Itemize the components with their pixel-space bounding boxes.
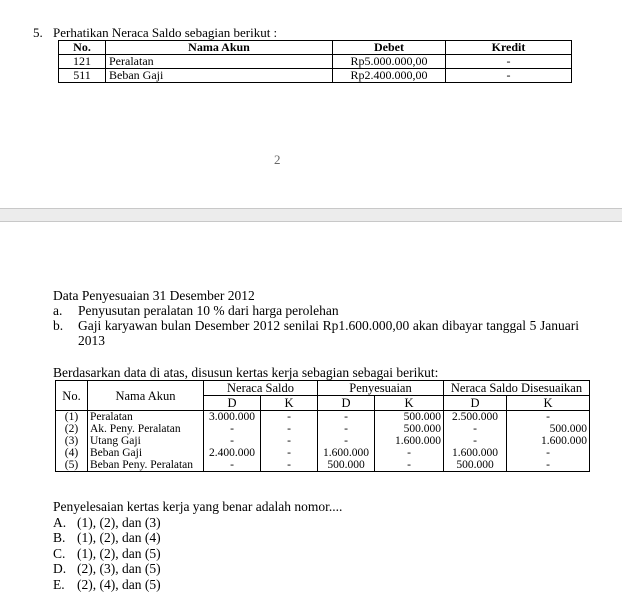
cell-value: - [261,435,318,447]
cell-value: - [318,411,375,424]
answer-option-c[interactable] [53,546,342,562]
cell-credit: - [446,55,572,69]
col-header-no: No. [56,381,88,411]
cell-value: - [261,411,318,424]
cell-account: Beban Gaji [88,447,204,459]
adjustment-label: a. [53,303,63,318]
subheader-debit: D [444,396,507,411]
cell-value: - [507,459,590,472]
adjustment-text: Gaji karyawan bulan Desember 2012 senilai Rp1.600.000,00 akan dibayar tanggal 5 Januari 2013 [78,318,579,348]
cell-account: Peralatan [88,411,204,424]
cell-value: 1.600.000 [507,435,590,447]
cell-account: Beban Peny. Peralatan [88,459,204,472]
cell-value: - [375,447,444,459]
page-number: 2 [274,152,281,167]
col-header-debit: Debet [333,41,446,55]
cell-value: 1.600.000 [444,447,507,459]
option-text: (1), (2), dan (5) [77,545,161,561]
worksheet-group-header-row [56,381,590,396]
col-header-account: Nama Akun [88,381,204,411]
cell-value: 1.600.000 [375,435,444,447]
cell-no: (4) [56,447,88,459]
cell-debit: Rp5.000.000,00 [333,55,446,69]
question-number: 5. [33,25,43,40]
cell-value: 500.000 [375,423,444,435]
adjustment-data [53,288,579,348]
cell-account: Beban Gaji [106,69,333,83]
subheader-credit: K [507,396,590,411]
option-letter: E. [53,576,65,592]
adjustment-item [53,303,579,318]
cell-no: (1) [56,411,88,424]
table-row [56,459,590,472]
answer-option-a[interactable] [53,515,342,531]
table-row [56,423,590,435]
option-letter: C. [53,545,66,561]
cell-credit: - [446,69,572,83]
cell-no: (3) [56,435,88,447]
col-header-credit: Kredit [446,41,572,55]
group-header-trial-balance: Neraca Saldo [204,381,318,396]
cell-no: (2) [56,423,88,435]
subheader-debit: D [318,396,375,411]
option-letter: A. [53,514,67,530]
cell-value: 3.000.000 [204,411,261,424]
cell-value: 500.000 [444,459,507,472]
cell-no: (5) [56,459,88,472]
page-separator [0,208,622,222]
worksheet-table [55,380,590,472]
subheader-credit: K [375,396,444,411]
adjustment-label: b. [53,318,64,333]
adjustment-title: Data Penyesuaian 31 Desember 2012 [53,288,255,303]
table-row [59,55,572,69]
col-header-no: No. [59,41,106,55]
table-row [56,411,590,424]
group-header-adjustments: Penyesuaian [318,381,444,396]
cell-debit: Rp2.400.000,00 [333,69,446,83]
cell-value: - [375,459,444,472]
cell-account: Utang Gaji [88,435,204,447]
cell-value: - [507,447,590,459]
table-header-row [59,41,572,55]
adjustment-item [53,318,579,348]
option-text: (2), (3), dan (5) [77,561,161,576]
cell-value: - [261,459,318,472]
answer-prompt: Penyelesaian kertas kerja yang benar adalah nomor.... [53,499,343,514]
adjustment-text: Penyusutan peralatan 10 % dari harga perolehan [78,303,339,318]
cell-value: - [204,423,261,435]
cell-value: - [444,435,507,447]
table-row [56,435,590,447]
answer-option-e[interactable] [53,577,342,593]
option-letter: D. [53,561,67,576]
option-letter: B. [53,530,66,545]
cell-account: Ak. Peny. Peralatan [88,423,204,435]
cell-value: 500.000 [318,459,375,472]
answer-option-d[interactable] [53,561,342,577]
worksheet-intro: Berdasarkan data di atas, disusun kertas kerja sebagian sebagai berikut: [53,365,439,380]
subheader-debit: D [204,396,261,411]
trial-balance-table [58,40,572,83]
cell-value: - [261,447,318,459]
cell-no: 121 [59,55,106,69]
cell-account: Peralatan [106,55,333,69]
cell-value: - [507,411,590,424]
answer-block [53,499,342,592]
cell-no: 511 [59,69,106,83]
cell-value: - [318,423,375,435]
cell-value: 2.500.000 [444,411,507,424]
table-row [56,447,590,459]
option-text: (1), (2), dan (3) [77,514,161,530]
cell-value: - [204,459,261,472]
table-row [59,69,572,83]
cell-value: - [444,423,507,435]
cell-value: - [318,435,375,447]
answer-option-b[interactable] [53,530,342,546]
option-text: (2), (4), dan (5) [77,576,161,592]
question-text: Perhatikan Neraca Saldo sebagian berikut : [53,25,278,40]
cell-value: 1.600.000 [318,447,375,459]
col-header-account: Nama Akun [106,41,333,55]
question-5-header [33,25,277,41]
subheader-credit: K [261,396,318,411]
cell-value: - [261,423,318,435]
cell-value: 2.400.000 [204,447,261,459]
option-text: (1), (2), dan (4) [77,530,161,545]
cell-value: - [204,435,261,447]
cell-value: 500.000 [507,423,590,435]
cell-value: 500.000 [375,411,444,424]
group-header-adjusted-trial-balance: Neraca Saldo Disesuaikan [444,381,590,396]
